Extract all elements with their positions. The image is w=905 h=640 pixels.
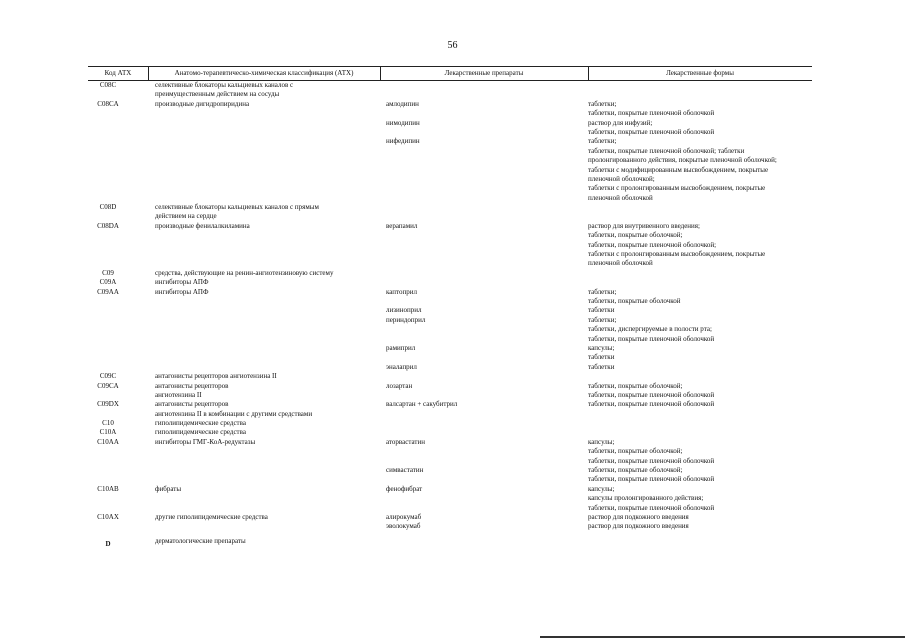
table-row <box>88 241 812 250</box>
row-classification: селективные блокаторы кальциевых каналов с прямым <box>155 203 319 212</box>
row-form: капсулы; <box>588 484 615 493</box>
row-drug: эналаприл <box>386 362 417 371</box>
row-classification: гиполипидемические средства <box>155 428 246 437</box>
row-form: пролонгированного действия, покрытые пленочной оболочкой; <box>588 156 777 165</box>
row-drug: аторвастатин <box>386 437 425 446</box>
table-row <box>88 344 812 353</box>
table-top-rule <box>88 66 812 67</box>
row-form: таблетки, покрытые оболочкой; <box>588 447 683 456</box>
row-form: таблетки, покрытые пленочной оболочкой <box>588 109 715 118</box>
table-row <box>88 391 812 400</box>
row-code: C10AB <box>97 484 119 493</box>
row-classification: ангиотензина II <box>155 390 202 399</box>
row-classification: действием на сердце <box>155 212 217 221</box>
header-drugs: Лекарственные препараты <box>444 69 524 77</box>
row-form: таблетки <box>588 362 615 371</box>
table-row <box>88 119 812 128</box>
row-form: таблетки, покрытые пленочной оболочкой <box>588 456 715 465</box>
row-drug: нифедипин <box>386 137 420 146</box>
row-drug: фенофибрат <box>386 484 423 493</box>
row-form: таблетки, покрытые оболочкой; <box>588 466 683 475</box>
row-code: C08DA <box>97 221 119 230</box>
row-form: таблетки <box>588 353 615 362</box>
table-row <box>88 175 812 184</box>
table-row <box>88 222 812 231</box>
table-row <box>88 250 812 259</box>
row-form: таблетки с пролонгированным высвобождением, покрытые <box>588 250 766 259</box>
header-code: Код АТХ <box>104 69 132 77</box>
row-form: таблетки; <box>588 99 617 108</box>
row-classification: преимущественным действием на сосуды <box>155 90 280 99</box>
table-row <box>88 212 812 221</box>
table-row <box>88 382 812 391</box>
row-form: капсулы пролонгированного действия; <box>588 494 704 503</box>
row-drug: периндоприл <box>386 315 426 324</box>
table-row <box>88 353 812 362</box>
table-row <box>88 203 812 212</box>
row-code: C09AA <box>97 287 119 296</box>
row-classification: ингибиторы АПФ <box>155 278 209 287</box>
row-form: таблетки; <box>588 137 617 146</box>
row-form: таблетки, покрытые пленочной оболочкой; таблетки <box>588 146 745 155</box>
row-drug: каптоприл <box>386 287 418 296</box>
table-row <box>88 494 812 503</box>
table-row <box>88 166 812 175</box>
row-classification: селективные блокаторы кальциевых каналов с <box>155 81 294 89</box>
table-row <box>88 81 812 90</box>
row-form: таблетки, покрытые оболочкой; <box>588 231 683 240</box>
table-row <box>88 428 812 437</box>
row-drug: лизиноприл <box>386 306 422 315</box>
scan-edge-line <box>540 636 905 638</box>
row-drug: эволокумаб <box>386 522 421 531</box>
table-row <box>88 306 812 315</box>
table-row <box>88 278 812 287</box>
table-row <box>88 522 812 531</box>
table-row <box>88 475 812 484</box>
row-code: C08C <box>99 81 117 89</box>
row-form: таблетки с пролонгированным высвобождением, покрытые <box>588 184 766 193</box>
row-form: таблетки <box>588 306 615 315</box>
row-drug: алирокумаб <box>386 512 422 521</box>
table-row <box>88 231 812 240</box>
row-code: C10AX <box>97 512 119 521</box>
row-classification: средства, действующие на ренин-ангиотензиновую систему <box>155 268 334 277</box>
row-drug: верапамил <box>386 221 418 230</box>
row-form: таблетки, покрытые пленочной оболочкой <box>588 503 715 512</box>
table-body <box>88 81 812 546</box>
table-row <box>88 128 812 137</box>
row-code: C09C <box>99 372 117 381</box>
table-row <box>88 513 812 522</box>
row-form: раствор для внутривенного введения; <box>588 221 700 230</box>
row-form: раствор для инфузий; <box>588 118 653 127</box>
row-drug: симвастатин <box>386 466 424 475</box>
row-classification: антагонисты рецепторов <box>155 400 229 409</box>
row-form: таблетки, покрытые пленочной оболочкой <box>588 475 715 484</box>
row-form: раствор для подкожного введения <box>588 522 689 531</box>
table-row <box>88 485 812 494</box>
header-forms: Лекарственные формы <box>666 69 734 77</box>
table-row <box>88 400 812 409</box>
row-classification: гиполипидемические средства <box>155 419 246 428</box>
row-code: C09 <box>102 268 114 277</box>
row-classification: антагонисты рецепторов ангиотензина II <box>155 372 277 381</box>
table-row <box>88 194 812 203</box>
row-drug: амлодипин <box>386 99 419 108</box>
row-drug: нимодипин <box>386 118 420 127</box>
table-row <box>88 147 812 156</box>
row-classification: другие гиполипидемические средства <box>155 512 268 521</box>
table-row <box>88 447 812 456</box>
table-row <box>88 363 812 372</box>
table-row <box>88 259 812 268</box>
row-drug: рамиприл <box>386 343 416 352</box>
table-row <box>88 372 812 381</box>
page-number: 56 <box>447 40 458 51</box>
table-row <box>88 410 812 419</box>
row-form: пленочной оболочкой <box>588 193 653 202</box>
row-form: таблетки; <box>588 287 617 296</box>
row-classification: дерматологические препараты <box>155 536 246 545</box>
row-code: C10A <box>99 428 117 437</box>
row-code: C09DX <box>97 400 119 409</box>
row-code: C09CA <box>97 381 119 390</box>
row-classification: ингибиторы АПФ <box>155 287 209 296</box>
row-drug: лозартан <box>386 381 413 390</box>
row-form: таблетки, покрытые пленочной оболочкой <box>588 334 715 343</box>
row-code: C10 <box>102 419 114 428</box>
row-form: пленочной оболочкой; <box>588 174 655 183</box>
row-form: таблетки, покрытые оболочкой; <box>588 381 683 390</box>
row-form: таблетки, покрытые пленочной оболочкой <box>588 390 715 399</box>
table-row <box>88 457 812 466</box>
table-row <box>88 537 812 546</box>
table-row <box>88 184 812 193</box>
table-row <box>88 504 812 513</box>
row-classification: фибраты <box>155 484 182 493</box>
row-code: C08D <box>99 203 117 212</box>
table-row <box>88 137 812 146</box>
table-row <box>88 325 812 334</box>
row-form: таблетки с модифицированным высвобождением, покрытые <box>588 165 769 174</box>
table-row <box>88 316 812 325</box>
row-code: C08CA <box>97 99 119 108</box>
table-row <box>88 269 812 278</box>
row-code: D <box>105 539 111 548</box>
table-row <box>88 288 812 297</box>
table-row <box>88 419 812 428</box>
row-code: C10AA <box>97 437 119 446</box>
row-code: C09A <box>99 278 117 287</box>
row-form: таблетки, диспергируемые в полости рта; <box>588 325 712 334</box>
row-form: капсулы; <box>588 437 615 446</box>
table-row <box>88 109 812 118</box>
row-form: таблетки, покрытые пленочной оболочкой <box>588 127 715 136</box>
table-row <box>88 335 812 344</box>
row-classification: ингибиторы ГМГ-КоА-редуктазы <box>155 437 256 446</box>
row-form: таблетки, покрытые пленочной оболочкой <box>588 400 715 409</box>
row-form: таблетки, покрытые пленочной оболочкой; <box>588 240 717 249</box>
row-drug: валсартан + сакубитрил <box>386 400 458 409</box>
table-row <box>88 90 812 99</box>
row-form: пленочной оболочкой <box>588 259 653 268</box>
row-classification: антагонисты рецепторов <box>155 381 229 390</box>
row-form: таблетки; <box>588 315 617 324</box>
row-form: раствор для подкожного введения <box>588 512 689 521</box>
table-row <box>88 438 812 447</box>
table-row <box>88 297 812 306</box>
row-classification: производные дигидропиридина <box>155 99 250 108</box>
header-classification: Анатомо-терапевтическо-химическая классификация (АТХ) <box>174 69 354 77</box>
row-classification: производные фенилалкиламина <box>155 221 250 230</box>
row-form: капсулы; <box>588 343 615 352</box>
table-row <box>88 100 812 109</box>
row-form: таблетки, покрытые оболочкой <box>588 296 681 305</box>
row-classification: ангиотензина II в комбинации с другими средствами <box>155 409 313 418</box>
table-row <box>88 466 812 475</box>
table-row <box>88 156 812 165</box>
